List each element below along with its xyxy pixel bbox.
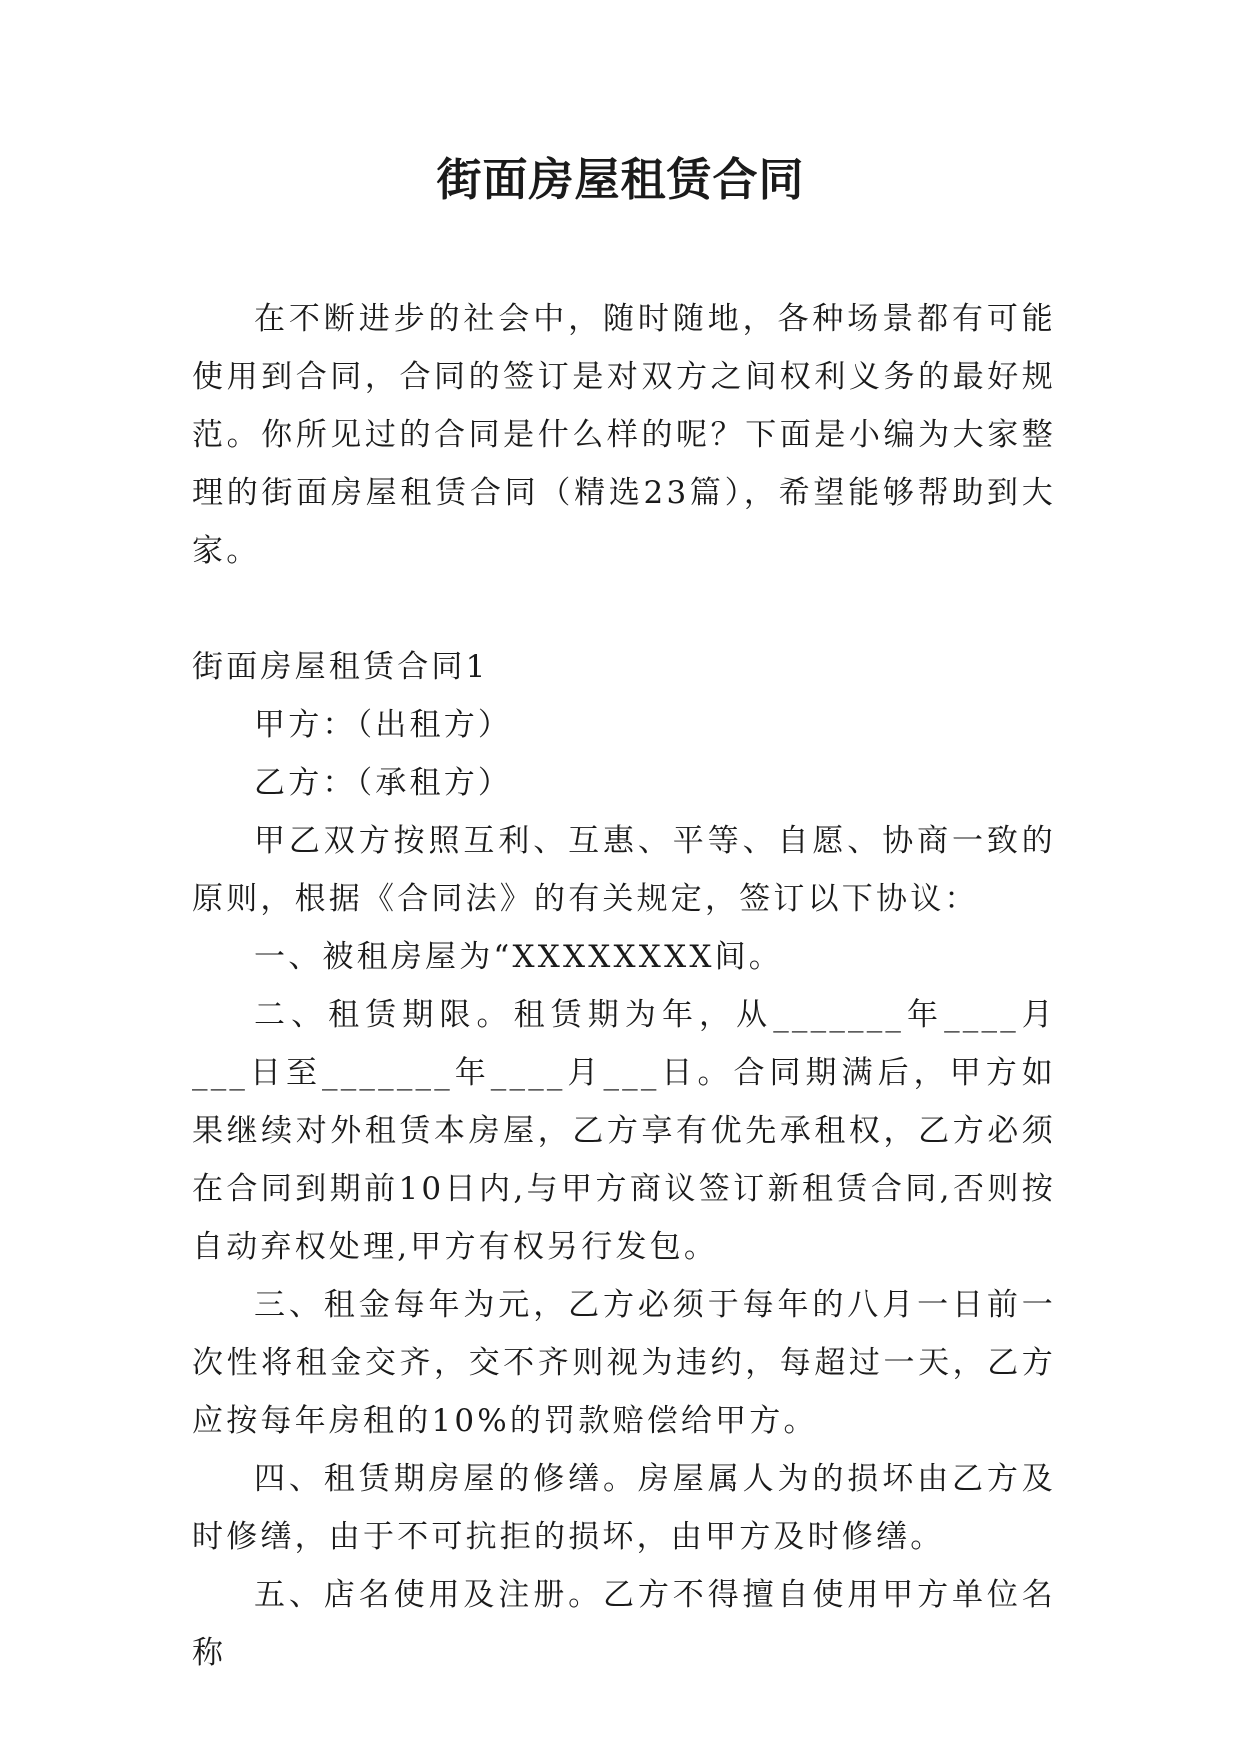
paragraph-gap bbox=[192, 580, 1056, 638]
clause-2: 二、租赁期限。租赁期为年，从_______年____月___日至_______年____月___日。合同期满后，甲方如果继续对外租赁本房屋，乙方享有优先承租权，乙方必须在合同到期前10日内,与甲方商议签订新租赁合同,否则按自动弃权处理,甲方有权另行发包。 bbox=[192, 997, 1056, 1265]
party-a-line: 甲方：（出租方） bbox=[254, 707, 513, 743]
agreement-preamble: 甲乙双方按照互利、互惠、平等、自愿、协商一致的原则，根据《合同法》的有关规定，签订以下协议： bbox=[192, 823, 1056, 917]
clause-1: 一、被租房屋为“XXXXXXXX间。 bbox=[254, 939, 784, 975]
party-b-line: 乙方：（承租方） bbox=[254, 765, 513, 801]
clause-5: 五、店名使用及注册。乙方不得擅自使用甲方单位名称 bbox=[192, 1577, 1056, 1671]
clause-3: 三、租金每年为元，乙方必须于每年的八月一日前一次性将租金交齐，交不齐则视为违约，每超过一天，乙方应按每年房租的10%的罚款赔偿给甲方。 bbox=[192, 1287, 1056, 1439]
section-heading: 街面房屋租赁合同1 bbox=[192, 649, 489, 685]
clause-4: 四、租赁期房屋的修缮。房屋属人为的损坏由乙方及时修缮，由于不可抗拒的损坏，由甲方及时修缮。 bbox=[192, 1461, 1056, 1555]
document-body bbox=[192, 290, 1056, 1682]
document-title: 街面房屋租赁合同 bbox=[436, 153, 805, 206]
intro-paragraph: 在不断进步的社会中，随时随地，各种场景都有可能使用到合同，合同的签订是对双方之间权利义务的最好规范。你所见过的合同是什么样的呢？下面是小编为大家整理的街面房屋租赁合同（精选23篇），希望能够帮助到大家。 bbox=[192, 301, 1056, 569]
